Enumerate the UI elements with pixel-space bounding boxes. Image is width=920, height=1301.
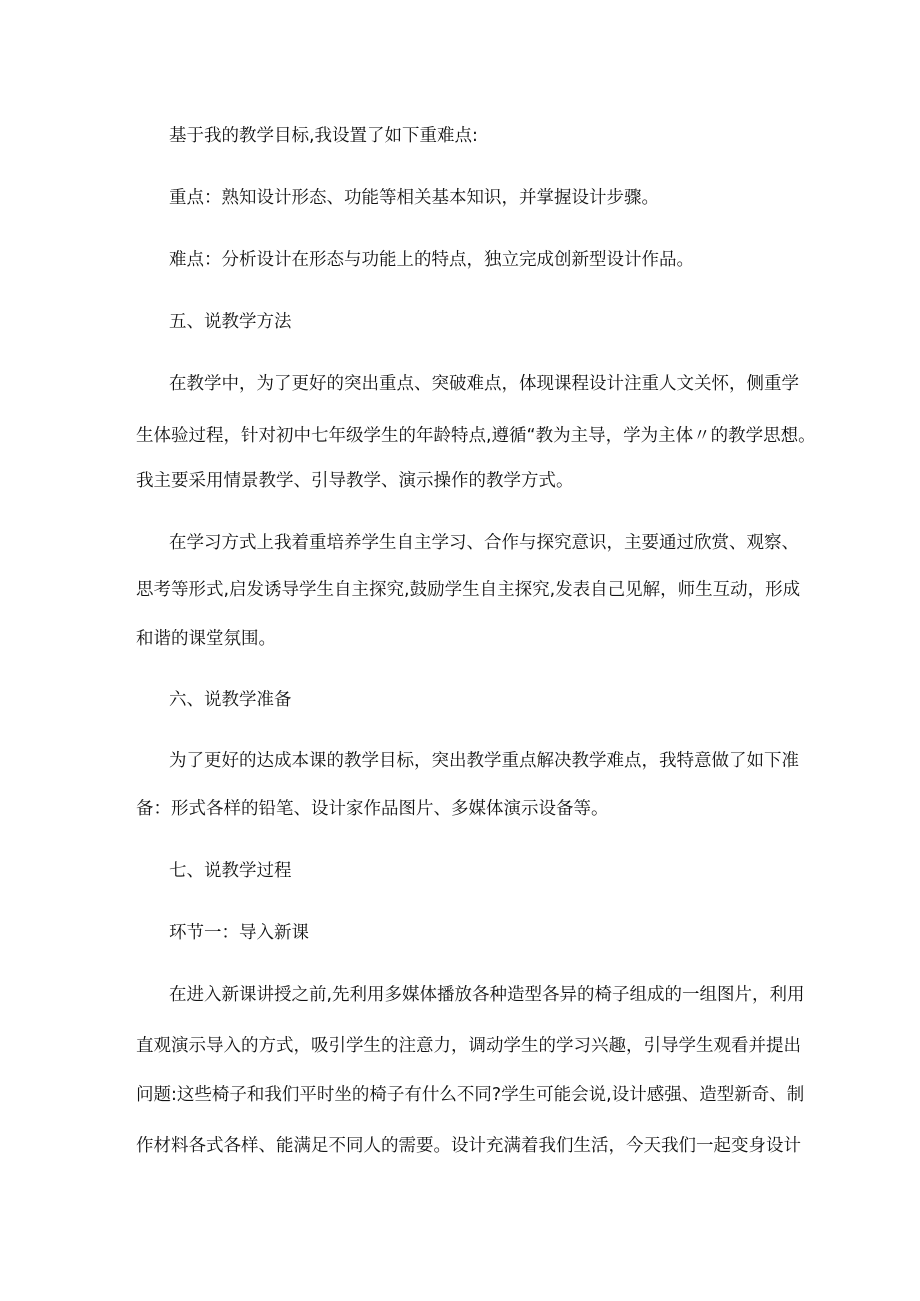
key-point-line: 重点：熟知设计形态、功能等相关基本知识，并掌握设计步骤。 — [169, 188, 659, 208]
preparation-paragraph-line: 为了更好的达成本课的教学目标，突出教学重点解决教学难点，我特意做了如下准 — [169, 751, 799, 771]
methods-paragraph-line: 我主要采用情景教学、引导教学、演示操作的教学方式。 — [136, 471, 574, 491]
section-heading-process: 七、说教学过程 — [169, 861, 292, 881]
learning-paragraph-line: 和谐的课堂氛围。 — [136, 629, 276, 649]
intro-paragraph-line: 问题:这些椅子和我们平时坐的椅子有什么不同?学生可能会说,设计感强、造型新奇、制 — [136, 1085, 805, 1105]
intro-paragraph-line: 在进入新课讲授之前,先利用多媒体播放各种造型各异的椅子组成的一组图片，利用 — [169, 985, 805, 1005]
preparation-paragraph-line: 备：形式各样的铅笔、设计家作品图片、多媒体演示设备等。 — [136, 799, 609, 819]
methods-paragraph-line: 生体验过程，针对初中七年级学生的年龄特点,遵循“教为主导，学为主体〃的教学思想。 — [136, 426, 816, 446]
learning-paragraph-line: 在学习方式上我着重培养学生自主学习、合作与探究意识，主要通过欣赏、观察、 — [169, 533, 799, 553]
key-points-intro: 基于我的教学目标,我设置了如下重难点: — [169, 126, 478, 146]
difficult-point-line: 难点：分析设计在形态与功能上的特点，独立完成创新型设计作品。 — [169, 250, 694, 270]
section-heading-preparation: 六、说教学准备 — [169, 690, 292, 710]
methods-paragraph-line: 在教学中，为了更好的突出重点、突破难点，体现课程设计注重人文关怀，侧重学 — [169, 374, 799, 394]
section-heading-methods: 五、说教学方法 — [169, 312, 292, 332]
step-one-heading: 环节一：导入新课 — [169, 923, 309, 943]
intro-paragraph-line: 直观演示导入的方式，吸引学生的注意力，调动学生的学习兴趣，引导学生观看并提出 — [136, 1036, 801, 1056]
learning-paragraph-line: 思考等形式,启发诱导学生自主探究,鼓励学生自主探究,发表自己见解，师生互动，形成 — [136, 580, 801, 600]
intro-paragraph-line: 作材料各式各样、能满足不同人的需要。设计充满着我们生活，今天我们一起变身设计 — [136, 1136, 801, 1156]
